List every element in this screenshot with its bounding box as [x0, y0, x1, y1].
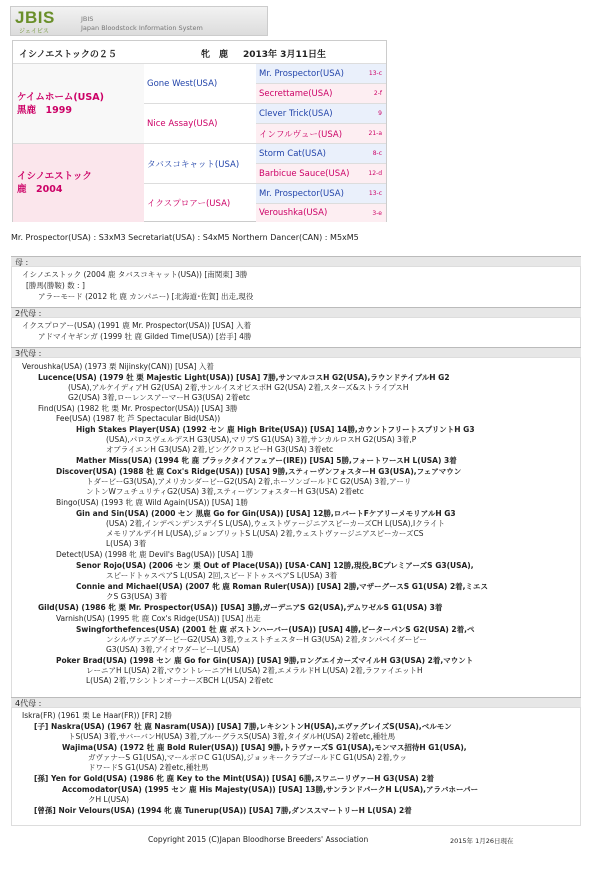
g2-dam-sire[interactable]: タバスコキャット(USA) [144, 143, 256, 183]
section-4th-dam: 4代母 : [11, 697, 581, 708]
list-item[interactable]: アラーモード (2012 牝 鹿 カンパニー) [北海道･佐賀] 出走,現役 [38, 292, 254, 301]
list-item: スピードトゥスペアS L(USA) 2回,スピードトゥスペアS L(USA) 3着 [106, 571, 338, 580]
list-item: L(USA) 2着,ワシントンオーナーズBCH L(USA) 2着etc [86, 676, 274, 685]
g2-sire-sire[interactable]: Gone West(USA) [144, 63, 256, 103]
g3-5-code: 8-c [372, 150, 382, 157]
list-item[interactable]: [子] Naskra(USA) (1967 牡 鹿 Nasram(USA)) [USA] 7勝,レキシントンH(USA),エヴァグレイズS(USA),ベルモン [34, 722, 452, 731]
list-item[interactable]: Senor Rojo(USA) (2006 セン 栗 Out of Place(USA)) [USA･CAN] 12勝,現役,BCプレミアーズS G3(USA), [76, 561, 474, 570]
g3-2-code: 2-f [373, 90, 382, 97]
sire-name[interactable]: ケイムホーム(USA) [17, 91, 104, 103]
list-item[interactable]: Veroushka(USA) (1973 栗 Nijinsky(CAN)) [USA] 入着 [22, 362, 214, 371]
g3-3-code: 9 [378, 110, 382, 117]
inbreeding-crosses: Mr. Prospector(USA) : S3xM3 Secretariat(USA) : S4xM5 Northern Dancer(CAN) : M5xM5 [11, 233, 359, 242]
list-item: レーニアH L(USA) 2着,マウントレーニアH L(USA) 2着,エメラルドH L(USA) 2着,ラファイエットH [86, 666, 423, 675]
list-item[interactable]: Discover(USA) (1988 牡 鹿 Cox's Ridge(USA)) [USA] 9勝,スティーヴンフォスターH G3(USA),フェアマウン [56, 467, 462, 476]
list-item[interactable]: High Stakes Player(USA) (1992 セン 鹿 High Brite(USA)) [USA] 14勝,カウントフリートスプリントH G3 [76, 425, 475, 434]
sire-color-year: 黒鹿 1999 [17, 104, 72, 116]
list-item[interactable]: [孫] Yen for Gold(USA) (1986 牝 鹿 Key to the Mint(USA)) [USA] 6勝,スワニーリヴァーH G3(USA) 2着 [34, 774, 435, 783]
list-item: ドワードS G1(USA) 2着etc,種牡馬 [88, 763, 209, 772]
list-item[interactable]: Wajima(USA) (1972 牡 鹿 Bold Ruler(USA)) [USA] 9勝,トラヴァーズS G1(USA),モンマス招待H G1(USA), [62, 743, 467, 752]
g3-3[interactable]: Clever Trick(USA) 9 [256, 103, 386, 123]
list-item: L(USA) 3着 [106, 539, 147, 548]
section-dam: 母 : [11, 256, 581, 267]
g3-1-code: 13-c [368, 70, 382, 77]
dam-name[interactable]: イシノエストック [17, 171, 92, 182]
g3-7-code: 13-c [368, 190, 382, 197]
logo-brand-sub: ジェイビス [19, 28, 49, 35]
list-item[interactable]: Fee(USA) (1987 牝 芦 Spectacular Bid(USA)) [56, 414, 221, 423]
list-item: ガヴァナーS G1(USA),マールボロC G1(USA),ジョッキークラブゴールドC G1(USA) 2着,ウッ [88, 753, 408, 762]
g2-dam-dam[interactable]: イクスプロアー(USA) [144, 183, 256, 222]
list-item: オブライエンH G3(USA) 2着,ビングクロスビーH G3(USA) 3着etc [106, 445, 334, 454]
list-item[interactable]: Find(USA) (1982 牝 栗 Mr. Prospector(USA)) [USA] 3勝 [38, 404, 238, 413]
dam-cell[interactable] [13, 143, 144, 222]
section-3rd-dam: 3代母 : [11, 347, 581, 358]
g3-6[interactable]: Barbicue Sauce(USA) 12-d [256, 163, 386, 183]
jbis-logo[interactable] [10, 6, 268, 36]
list-item[interactable]: Varnish(USA) (1995 牝 鹿 Cox's Ridge(USA)) [USA] 出走 [56, 614, 261, 623]
list-item[interactable]: Bingo(USA) (1993 牝 鹿 Wild Again(USA)) [USA] 1勝 [56, 498, 248, 507]
list-item[interactable]: Poker Brad(USA) (1998 セン 鹿 Go for Gin(USA)) [USA] 9勝,ロングエイカーズマイルH G3(USA) 2着,マウント [56, 656, 474, 665]
logo-title: JBIS Japan Bloodstock Information System [81, 15, 203, 32]
horse-dob: 2013年 3月11日生 [243, 50, 326, 60]
g2-sire-dam[interactable]: Nice Assay(USA) [144, 103, 256, 143]
list-item[interactable]: イシノエストック (2004 鹿 タバスコキャット(USA)) [南関東] 3勝 [22, 270, 248, 279]
list-item[interactable]: [曾孫] Noir Velours(USA) (1994 牝 鹿 Tunerup(USA)) [USA] 7勝,ダンススマートリーH L(USA) 2着 [34, 806, 412, 815]
list-item[interactable]: Accomodator(USA) (1995 セン 鹿 His Majesty(USA)) [USA] 13勝,サンランドパークH L(USA),アラバホーパー [62, 785, 479, 794]
list-item[interactable]: イクスプロアー(USA) (1991 鹿 Mr. Prospector(USA)) [USA] 入着 [22, 321, 252, 330]
list-item: トS(USA) 3着,サバーバンH(USA) 3着,ブルーグラスS(USA) 3着,タイダルH(USA) 2着etc,種牡馬 [68, 732, 396, 741]
update-date: 2015年 1月26日現在 [450, 837, 514, 845]
horse-sex-color: 牝 鹿 [201, 50, 229, 60]
list-item[interactable]: アドマイヤギンガ (1999 牡 鹿 Gilded Time(USA)) [岩手] 4勝 [38, 332, 252, 341]
list-item[interactable]: Mather Miss(USA) (1994 牝 鹿 ブラックタイアフェアー(IRE)) [USA] 5勝,フォートワースH L(USA) 3着 [76, 456, 457, 465]
list-item[interactable]: Gin and Sin(USA) (2000 セン 黒鹿 Go for Gin(USA)) [USA] 12勝,ロバートFケアリーメモリアルH G3 [76, 509, 456, 518]
list-item: (USA),パロスヴェルデスH G3(USA),マリブS G1(USA) 3着,サンカルロスH G2(USA) 3着,P [106, 435, 417, 444]
list-item: (USA),アルケイディアH G2(USA) 2着,サンルイスオビスポH G2(USA) 2着,スターズ&ストライプスH [68, 383, 409, 392]
pedigree-table [12, 40, 387, 222]
g3-4[interactable]: インフルヴュー(USA) 21-a [256, 123, 386, 143]
list-item: ントンWフュチュリティG2(USA) 3着,スティーヴンフォスターH G3(USA) 2着etc [86, 487, 364, 496]
g3-8[interactable]: Veroushka(USA) 3-e [256, 203, 386, 222]
g3-6-code: 12-d [368, 170, 382, 177]
list-item: (USA) 2着,インデペンデンスデイS L(USA),ウェストヴァージニアスピーカーズCH L(USA),Iクライト [106, 519, 445, 528]
list-item: ンシルヴァニアダービーG2(USA) 3着,ウェストチェスターH G3(USA) 2着,タンパベイダービー [106, 635, 427, 644]
list-item: メモリアルデイH L(USA),ジョンブリットS L(USA) 2着,ウェストヴァージニアスピーカーズCS [106, 529, 424, 538]
list-item: [勝馬(勝鞍) 数 : ] [26, 281, 85, 290]
dam-color-year: 鹿 2004 [17, 184, 63, 195]
g3-4-code: 21-a [368, 130, 382, 137]
horse-name: イシノエストックの２５ [19, 50, 117, 60]
list-item[interactable]: Lucence(USA) (1979 牡 栗 Majestic Light(USA)) [USA] 7勝,サンマルコスH G2(USA),ラウンドテイブルH G2 [38, 373, 450, 382]
g3-1[interactable]: Mr. Prospector(USA) 13-c [256, 63, 386, 83]
logo-brand: JBIS [15, 8, 55, 27]
list-item: クS G3(USA) 3着 [106, 592, 168, 601]
g3-2[interactable]: Secrettame(USA) 2-f [256, 83, 386, 103]
list-item[interactable]: Detect(USA) (1998 牝 鹿 Devil's Bag(USA)) [USA] 1勝 [56, 550, 254, 559]
sire-cell[interactable] [13, 63, 144, 143]
g3-7[interactable]: Mr. Prospector(USA) 13-c [256, 183, 386, 203]
pedigree-header [13, 41, 386, 63]
list-item[interactable]: Swingforthefences(USA) (2001 牡 鹿 ボストンハーバー(USA)) [USA] 4勝,ピーターパンS G2(USA) 2着,ペ [76, 625, 475, 634]
copyright: Copyright 2015 (C)Japan Bloodhorse Breeders' Association [148, 835, 369, 844]
list-item: トダービーG3(USA),アメリカンダービーG2(USA) 2着,ホーソンゴールドC G2(USA) 3着,アーリ [86, 477, 412, 486]
g3-5[interactable]: Storm Cat(USA) 8-c [256, 143, 386, 163]
g3-8-code: 3-e [372, 210, 382, 217]
list-item: G3(USA) 3着,アイオワダービーL(USA) [106, 645, 240, 654]
list-item: クH L(USA) [88, 795, 130, 804]
section-2nd-dam: 2代母 : [11, 307, 581, 318]
list-item[interactable]: Iskra(FR) (1961 栗 Le Haar(FR)) [FR] 2勝 [22, 711, 172, 720]
list-item[interactable]: Gild(USA) (1986 牝 栗 Mr. Prospector(USA)) [USA] 3勝,ガーデニアS G2(USA),デムワゼルS G1(USA) 3着 [38, 603, 443, 612]
list-item[interactable]: Connie and Michael(USA) (2007 牝 鹿 Roman Ruler(USA)) [USA] 2勝,マザーグースS G1(USA) 2着,ミエス [76, 582, 489, 591]
list-item: G2(USA) 3着,ローレンスアーマーH G3(USA) 2着etc [68, 393, 251, 402]
